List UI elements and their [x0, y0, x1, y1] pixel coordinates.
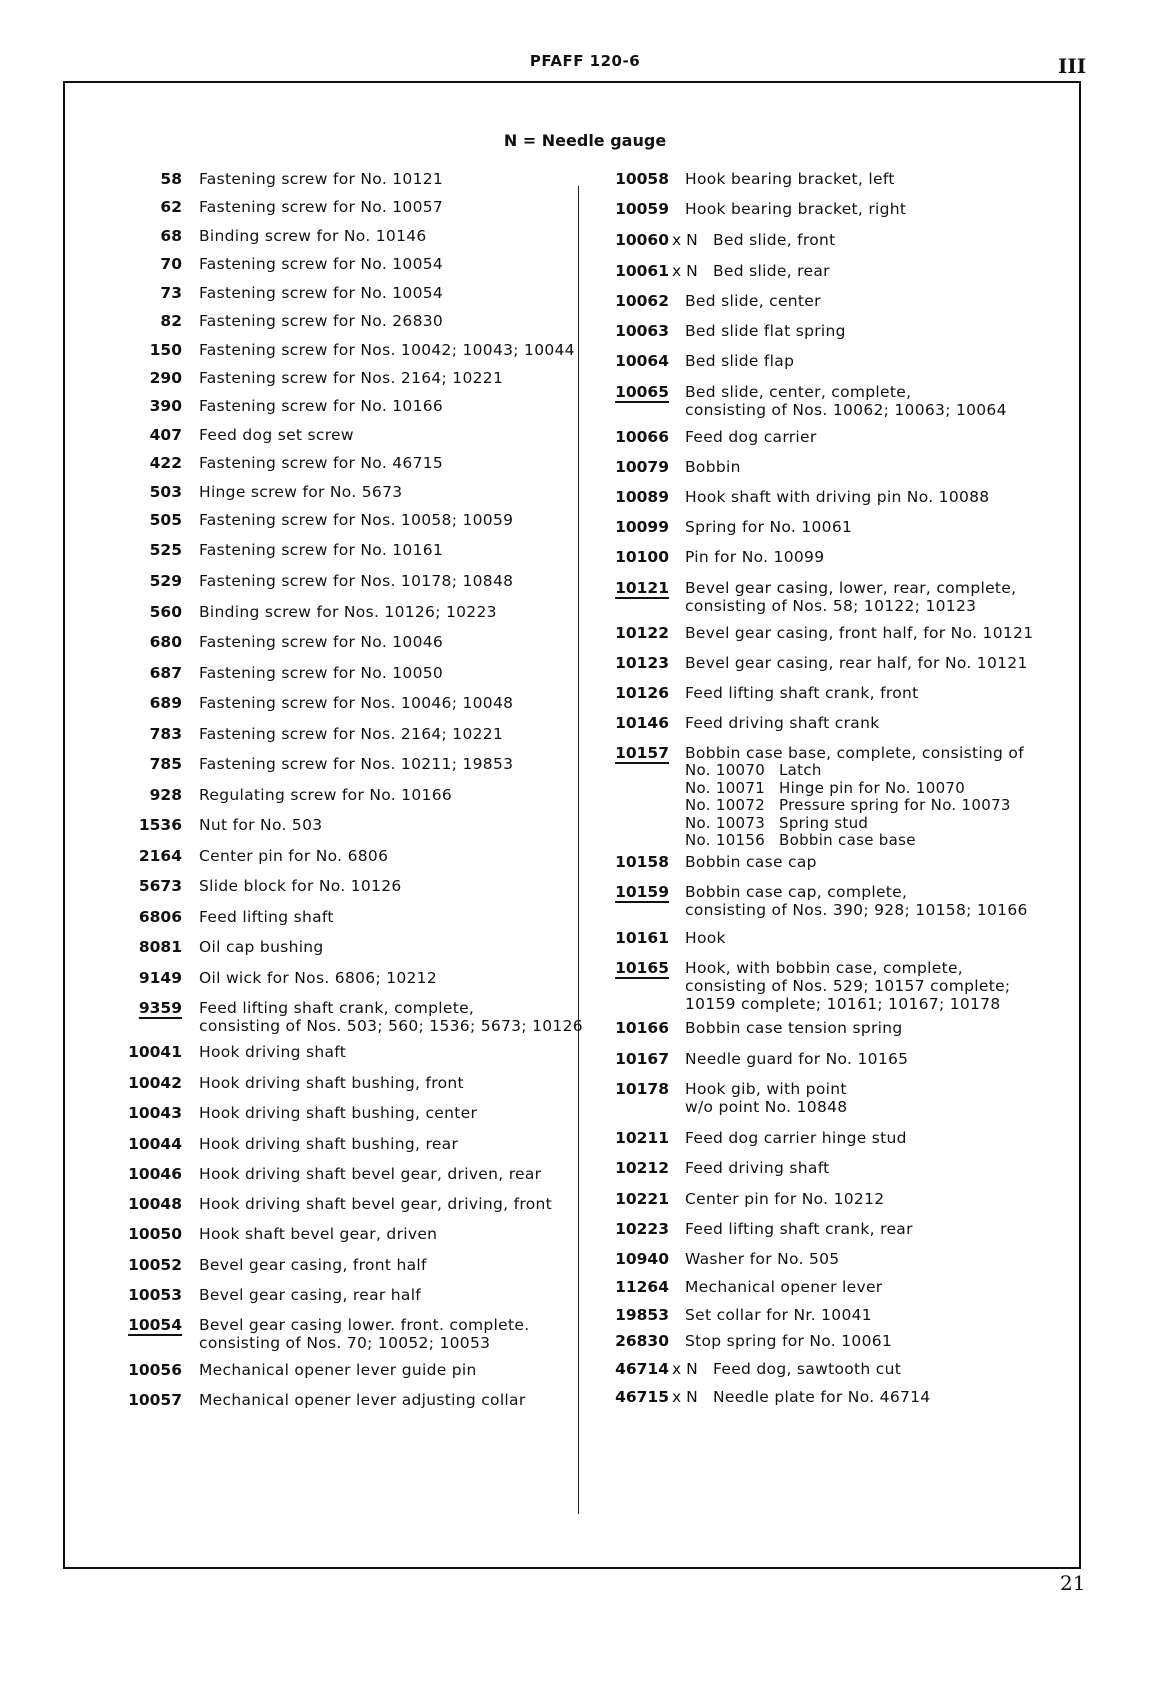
part-description — [199, 1361, 477, 1379]
description-line: Feed lifting shaft crank, front — [685, 684, 919, 702]
part-description — [199, 603, 497, 621]
description-line: consisting of Nos. 58; 10122; 10123 — [685, 597, 977, 615]
part-number: 10041 — [128, 1043, 182, 1061]
part-number: 10122 — [615, 624, 669, 642]
part-number: 680 — [149, 633, 182, 651]
needle-gauge-mark: x N — [672, 1360, 698, 1378]
part-number: 26830 — [615, 1332, 669, 1350]
part-number: 68 — [160, 227, 182, 245]
part-description — [685, 744, 1024, 762]
part-description — [685, 548, 824, 566]
description-line: Hook driving shaft bushing, rear — [199, 1135, 459, 1153]
part-number: 5673 — [138, 877, 182, 895]
part-number: 10940 — [615, 1250, 669, 1268]
sub-part-number: No. 10073 — [685, 813, 766, 832]
part-number: 82 — [160, 312, 182, 330]
description-line: Regulating screw for No. 10166 — [199, 786, 453, 804]
part-number: 10223 — [615, 1220, 669, 1238]
part-description — [685, 853, 817, 871]
part-number: 1536 — [138, 816, 182, 834]
part-description — [685, 1159, 830, 1177]
sub-list-item — [685, 797, 1011, 815]
part-description — [199, 1256, 427, 1274]
description-line: Bobbin case base, complete, consisting of — [685, 744, 1024, 762]
description-line: Fastening screw for No. 10054 — [199, 284, 444, 302]
part-description — [685, 352, 794, 370]
description-line: consisting of Nos. 10062; 10063; 10064 — [685, 401, 1007, 419]
part-description — [685, 170, 895, 188]
sub-list-item — [685, 780, 965, 798]
description-line: Hook driving shaft bevel gear, driven, rear — [199, 1165, 542, 1183]
description-line: Bed slide, center — [685, 292, 821, 310]
description-line: Pin for No. 10099 — [685, 548, 825, 566]
part-number: 10062 — [615, 292, 669, 310]
description-line: Mechanical opener lever guide pin — [199, 1361, 477, 1379]
part-description — [199, 1391, 526, 1409]
sub-part-description: Latch — [779, 761, 822, 779]
sub-part-number: No. 10156 — [685, 831, 766, 850]
description-line: Hook, with bobbin case, complete, — [685, 959, 964, 977]
description-line: Bevel gear casing, front half — [199, 1256, 427, 1274]
part-number: 10052 — [128, 1256, 182, 1274]
needle-gauge-mark: x N — [672, 231, 698, 249]
part-number: 689 — [149, 694, 182, 712]
legend-needle-gauge: N = Needle gauge — [503, 131, 667, 150]
part-description — [199, 725, 503, 743]
description-line: Bed slide, rear — [713, 262, 830, 280]
part-description — [199, 483, 402, 501]
part-number: 10044 — [128, 1135, 182, 1153]
description-line: Needle plate for No. 46714 — [713, 1388, 931, 1406]
part-number: 10221 — [615, 1190, 669, 1208]
description-line: Fastening screw for No. 10057 — [199, 198, 444, 216]
description-line: Center pin for No. 6806 — [199, 847, 389, 865]
part-description — [199, 999, 583, 1035]
part-description — [199, 454, 443, 472]
part-number: 10066 — [615, 428, 669, 446]
part-number: 10058 — [615, 170, 669, 188]
description-line: Hook shaft with driving pin No. 10088 — [685, 488, 990, 506]
part-description — [685, 1050, 908, 1068]
part-number: 10042 — [128, 1074, 182, 1092]
description-line: Fastening screw for Nos. 10058; 10059 — [199, 511, 514, 529]
part-description — [713, 1360, 901, 1378]
part-number: 525 — [149, 541, 182, 559]
description-line: Hook shaft bevel gear, driven — [199, 1225, 438, 1243]
description-line: Oil wick for Nos. 6806; 10212 — [199, 969, 437, 987]
description-line: Spring for No. 10061 — [685, 518, 853, 536]
description-line: Fastening screw for Nos. 10211; 19853 — [199, 755, 514, 773]
part-number: 10100 — [615, 548, 669, 566]
description-line: Feed dog carrier hinge stud — [685, 1129, 907, 1147]
part-description — [199, 1225, 437, 1243]
description-line: Feed driving shaft crank — [685, 714, 880, 732]
part-number: 687 — [149, 664, 182, 682]
part-number: 10161 — [615, 929, 669, 947]
sub-part-number: No. 10072 — [685, 796, 766, 815]
needle-gauge-mark: x N — [672, 1388, 698, 1406]
description-line: Nut for No. 503 — [199, 816, 323, 834]
part-description — [199, 694, 513, 712]
sub-part-number: No. 10070 — [685, 761, 766, 779]
description-line: Feed dog carrier — [685, 428, 817, 446]
sub-part-description: Spring stud — [779, 813, 869, 832]
description-line: consisting of Nos. 503; 560; 1536; 5673; 10126 — [199, 1017, 583, 1035]
part-description — [685, 1080, 847, 1116]
part-description — [713, 262, 830, 280]
description-line: consisting of Nos. 70; 10052; 10053 — [199, 1334, 491, 1352]
description-line: Fastening screw for No. 10050 — [199, 664, 444, 682]
part-description — [685, 929, 726, 947]
part-description — [199, 255, 443, 273]
part-number: 73 — [160, 284, 182, 302]
part-number: 10056 — [128, 1361, 182, 1379]
description-line: Hook bearing bracket, right — [685, 200, 907, 218]
part-number: 10211 — [615, 1129, 669, 1147]
part-number: 928 — [149, 786, 182, 804]
description-line: Fastening screw for No. 10161 — [199, 541, 444, 559]
part-number: 10126 — [615, 684, 669, 702]
sub-part-description: Bobbin case base — [779, 831, 916, 850]
description-line: Fastening screw for Nos. 10178; 10848 — [199, 572, 514, 590]
description-line: Center pin for No. 10212 — [685, 1190, 885, 1208]
description-line: Hook driving shaft bushing, front — [199, 1074, 464, 1092]
part-number: 10046 — [128, 1165, 182, 1183]
description-line: Bobbin — [685, 458, 741, 476]
description-line: consisting of Nos. 529; 10157 complete; — [685, 977, 1011, 995]
description-line: Bevel gear casing, rear half, for No. 10121 — [685, 654, 1028, 672]
description-line: Binding screw for Nos. 10126; 10223 — [199, 603, 497, 621]
part-description — [199, 1286, 421, 1304]
part-description — [685, 1332, 892, 1350]
sub-part-description: Pressure spring for No. 10073 — [779, 796, 1011, 815]
sub-part-description: Hinge pin for No. 10070 — [779, 778, 966, 797]
part-description — [713, 1388, 930, 1406]
description-line: Bobbin case cap — [685, 853, 817, 871]
part-number: 560 — [149, 603, 182, 621]
description-line: Bed slide flap — [685, 352, 795, 370]
part-number: 10043 — [128, 1104, 182, 1122]
description-line: Bevel gear casing, rear half — [199, 1286, 422, 1304]
part-description — [685, 1220, 913, 1238]
part-number: 10158 — [615, 853, 669, 871]
part-description — [199, 1165, 541, 1183]
part-number: 10212 — [615, 1159, 669, 1177]
part-description — [199, 969, 437, 987]
part-description — [685, 654, 1028, 672]
part-description — [199, 284, 443, 302]
part-description — [199, 341, 575, 359]
description-line: Fastening screw for No. 10166 — [199, 397, 444, 415]
part-description — [685, 1190, 884, 1208]
part-description — [199, 1135, 458, 1153]
part-number: 2164 — [138, 847, 182, 865]
description-line: Fastening screw for No. 26830 — [199, 312, 444, 330]
part-number: 6806 — [138, 908, 182, 926]
part-description — [685, 579, 1016, 615]
part-number: 8081 — [138, 938, 182, 956]
part-number: 10065 — [615, 383, 669, 401]
description-line: Bevel gear casing, front half, for No. 10121 — [685, 624, 1034, 642]
part-number: 9359 — [138, 999, 182, 1017]
part-description — [685, 292, 821, 310]
part-description — [685, 624, 1033, 642]
part-description — [685, 1019, 903, 1037]
part-description — [685, 1250, 839, 1268]
part-number: 10165 — [615, 959, 669, 977]
part-number: 10159 — [615, 883, 669, 901]
part-number: 10178 — [615, 1080, 669, 1098]
part-description — [685, 883, 1028, 919]
description-line: Washer for No. 505 — [685, 1250, 840, 1268]
sub-list-item — [685, 762, 822, 780]
part-description — [199, 227, 427, 245]
part-number: 62 — [160, 198, 182, 216]
description-line: Hook driving shaft — [199, 1043, 347, 1061]
part-number: 505 — [149, 511, 182, 529]
description-line: Fastening screw for Nos. 10042; 10043; 10044 — [199, 341, 575, 359]
part-description — [199, 755, 513, 773]
part-number: 10079 — [615, 458, 669, 476]
description-line: Stop spring for No. 10061 — [685, 1332, 893, 1350]
part-description — [199, 908, 334, 926]
part-description — [685, 959, 1010, 1013]
part-description — [199, 664, 443, 682]
description-line: Binding screw for No. 10146 — [199, 227, 427, 245]
part-number: 390 — [149, 397, 182, 415]
description-line: w/o point No. 10848 — [685, 1098, 848, 1116]
part-number: 529 — [149, 572, 182, 590]
part-number: 422 — [149, 454, 182, 472]
part-number: 9149 — [138, 969, 182, 987]
description-line: Feed lifting shaft crank, complete, — [199, 999, 475, 1017]
part-description — [685, 383, 1007, 419]
part-number: 10048 — [128, 1195, 182, 1213]
part-description — [199, 312, 443, 330]
part-description — [199, 1195, 552, 1213]
description-line: Bobbin case cap, complete, — [685, 883, 908, 901]
part-number: 10057 — [128, 1391, 182, 1409]
description-line: Mechanical opener lever — [685, 1278, 883, 1296]
part-number: 290 — [149, 369, 182, 387]
description-line: Bevel gear casing, lower, rear, complete, — [685, 579, 1017, 597]
part-number: 10099 — [615, 518, 669, 536]
part-number: 11264 — [615, 1278, 669, 1296]
part-description — [199, 1104, 477, 1122]
description-line: Feed lifting shaft crank, rear — [685, 1220, 913, 1238]
part-description — [199, 511, 513, 529]
description-line: Hinge screw for No. 5673 — [199, 483, 403, 501]
description-line: Hook — [685, 929, 726, 947]
part-description — [199, 1074, 464, 1092]
description-line: Set collar for Nr. 10041 — [685, 1306, 872, 1324]
part-description — [199, 369, 503, 387]
part-number: 783 — [149, 725, 182, 743]
part-number: 10146 — [615, 714, 669, 732]
part-description — [199, 877, 402, 895]
part-description — [199, 633, 443, 651]
part-number: 10121 — [615, 579, 669, 597]
description-line: Bed slide, front — [713, 231, 836, 249]
part-number: 10167 — [615, 1050, 669, 1068]
part-number: 10053 — [128, 1286, 182, 1304]
part-description — [685, 518, 852, 536]
sub-list-item — [685, 815, 868, 833]
needle-gauge-mark: x N — [672, 262, 698, 280]
part-description — [685, 1306, 872, 1324]
part-description — [685, 684, 918, 702]
part-number: 10061 — [615, 262, 669, 280]
description-line: Fastening screw for Nos. 10046; 10048 — [199, 694, 514, 712]
part-description — [685, 1129, 907, 1147]
part-description — [199, 426, 354, 444]
part-number: 10063 — [615, 322, 669, 340]
part-description — [199, 541, 443, 559]
description-line: Feed dog set screw — [199, 426, 354, 444]
part-number: 407 — [149, 426, 182, 444]
part-number: 10054 — [128, 1316, 182, 1334]
description-line: Bobbin case tension spring — [685, 1019, 903, 1037]
part-description — [199, 198, 443, 216]
description-line: Hook gib, with point — [685, 1080, 847, 1098]
part-description — [199, 397, 443, 415]
part-description — [685, 200, 906, 218]
description-line: Bed slide, center, complete, — [685, 383, 912, 401]
part-number: 46715 — [615, 1388, 669, 1406]
part-description — [685, 714, 879, 732]
part-description — [199, 572, 513, 590]
part-number: 10166 — [615, 1019, 669, 1037]
part-number: 150 — [149, 341, 182, 359]
description-line: Needle guard for No. 10165 — [685, 1050, 909, 1068]
part-description — [199, 786, 452, 804]
part-description — [685, 322, 846, 340]
description-line: Hook driving shaft bevel gear, driving, front — [199, 1195, 553, 1213]
header-title: PFAFF 120-6 — [529, 52, 641, 70]
part-description — [685, 488, 989, 506]
sub-part-number: No. 10071 — [685, 778, 766, 797]
description-line: Fastening screw for No. 10054 — [199, 255, 444, 273]
part-description — [199, 1043, 346, 1061]
part-number: 58 — [160, 170, 182, 188]
part-description — [685, 428, 817, 446]
sub-list-item — [685, 832, 916, 850]
description-line: Fastening screw for No. 46715 — [199, 454, 444, 472]
part-description — [199, 816, 322, 834]
part-description — [685, 458, 741, 476]
part-description — [685, 1278, 882, 1296]
description-line: Feed dog, sawtooth cut — [713, 1360, 902, 1378]
description-line: Hook bearing bracket, left — [685, 170, 895, 188]
part-number: 785 — [149, 755, 182, 773]
part-description — [199, 938, 324, 956]
description-line: 10159 complete; 10161; 10167; 10178 — [685, 995, 1001, 1013]
part-description — [199, 847, 388, 865]
description-line: Fastening screw for No. 10046 — [199, 633, 444, 651]
description-line: Fastening screw for Nos. 2164; 10221 — [199, 725, 504, 743]
part-description — [713, 231, 836, 249]
part-description — [199, 1316, 529, 1352]
part-number: 70 — [160, 255, 182, 273]
part-number: 503 — [149, 483, 182, 501]
part-description — [199, 170, 443, 188]
part-number: 19853 — [615, 1306, 669, 1324]
header-page-roman: III — [1058, 54, 1087, 78]
description-line: Oil cap bushing — [199, 938, 324, 956]
part-number: 10157 — [615, 744, 669, 762]
description-line: Bed slide flat spring — [685, 322, 846, 340]
part-number: 10060 — [615, 231, 669, 249]
part-number: 10064 — [615, 352, 669, 370]
description-line: Fastening screw for No. 10121 — [199, 170, 444, 188]
description-line: consisting of Nos. 390; 928; 10158; 10166 — [685, 901, 1028, 919]
part-number: 46714 — [615, 1360, 669, 1378]
description-line: Fastening screw for Nos. 2164; 10221 — [199, 369, 504, 387]
part-number: 10050 — [128, 1225, 182, 1243]
part-number: 10123 — [615, 654, 669, 672]
description-line: Mechanical opener lever adjusting collar — [199, 1391, 526, 1409]
description-line: Feed driving shaft — [685, 1159, 830, 1177]
description-line: Bevel gear casing lower. front. complete. — [199, 1316, 530, 1334]
description-line: Feed lifting shaft — [199, 908, 334, 926]
description-line: Hook driving shaft bushing, center — [199, 1104, 478, 1122]
part-number: 10059 — [615, 200, 669, 218]
page-number: 21 — [1060, 1571, 1086, 1595]
description-line: Slide block for No. 10126 — [199, 877, 402, 895]
part-number: 10089 — [615, 488, 669, 506]
